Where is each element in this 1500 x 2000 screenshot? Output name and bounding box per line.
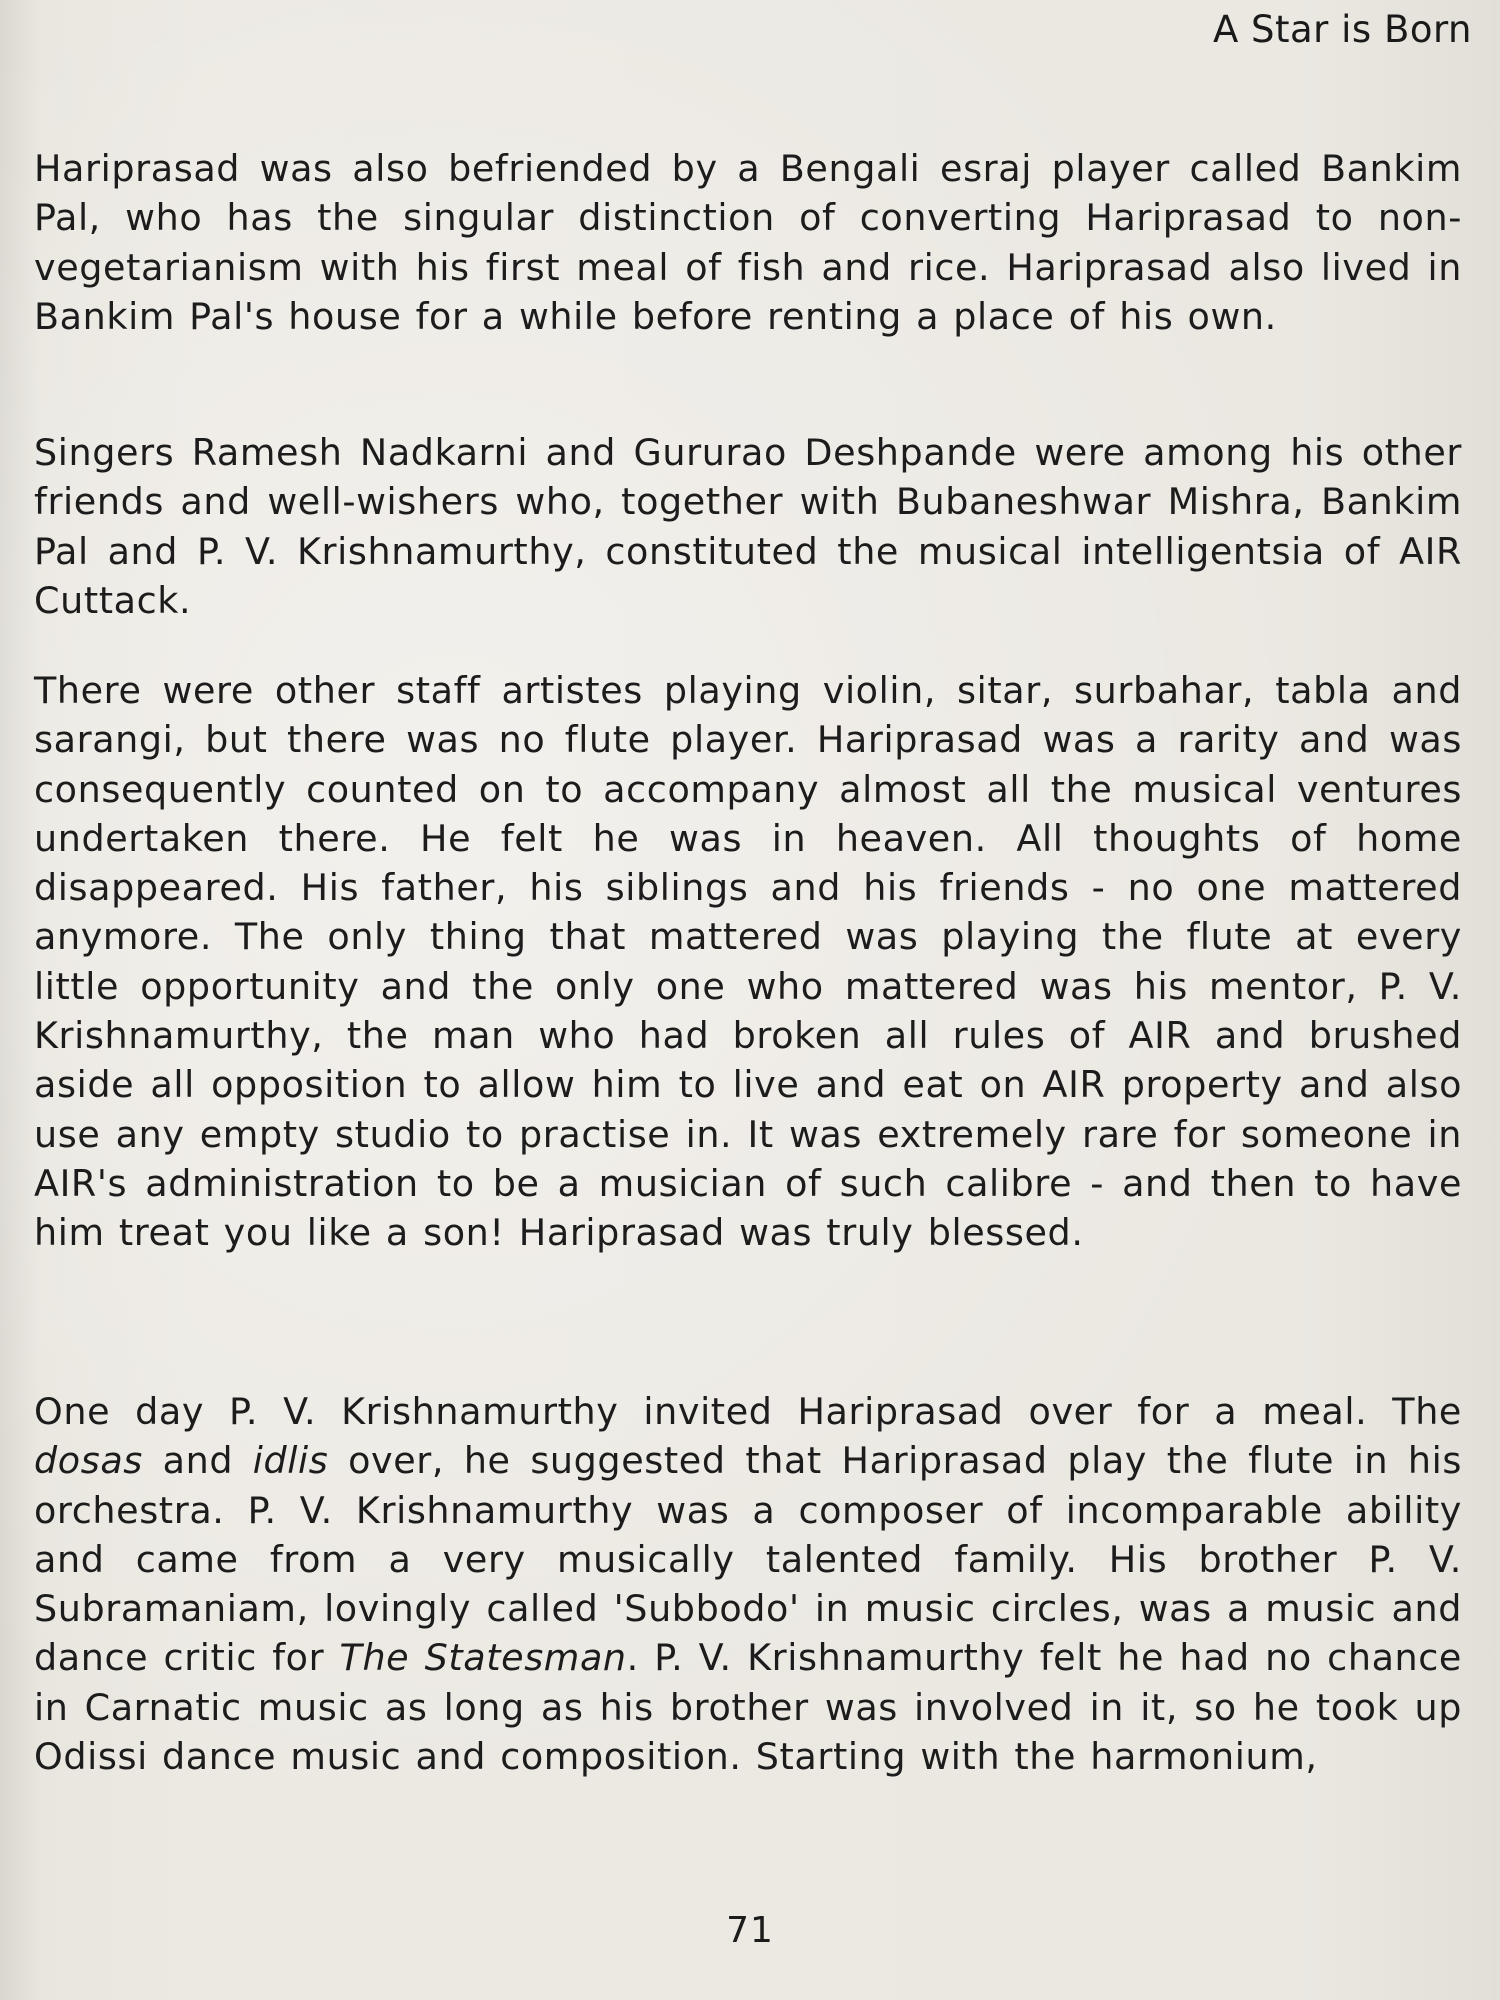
text-segment: One day P. V. Krishnamurthy invited Hariprasad over for a meal. The (34, 1390, 1462, 1433)
paragraph-3 (34, 666, 1462, 1258)
paragraph-text: Singers Ramesh Nadkarni and Gururao Deshpande were among his other friends and well-wishers who, together with Bubaneshwar Mishra, Bankim Pal and P. V. Krishnamurthy, constituted the musical intelligentsia of AIR Cuttack. (34, 431, 1462, 622)
italic-term-dosas: dosas (34, 1439, 143, 1483)
text-segment: over, he suggested that Hariprasad play the flute in his orchestra. P. V. Krishnamurthy was a composer of incomparable ability and came from a very musically talented family. His brother P. V. Subramaniam, lovingly called 'Subbodo' in music circles, was a music and dance critic for (34, 1439, 1462, 1680)
paragraph-1 (34, 144, 1462, 341)
paragraph-text: Hariprasad was also befriended by a Bengali esraj player called Bankim Pal, who has the singular distinction of converting Hariprasad to non-vegetarianism with his first meal of fish and rice. Hariprasad also lived in Bankim Pal's house for a while before renting a place of his own. (34, 147, 1462, 338)
running-head-title: A Star is Born (1212, 8, 1472, 51)
paragraph-text (34, 1387, 1462, 1781)
paragraph-2 (34, 428, 1462, 625)
text-segment: . P. V. Krishnamurthy felt he had no chance in Carnatic music as long as his brother was involved in it, so he took up Odissi dance music and composition. Starting with the harmonium, (34, 1636, 1462, 1779)
page-number: 71 (726, 1910, 774, 1951)
italic-title-the-statesman: The Statesman (339, 1636, 627, 1680)
italic-term-idlis: idlis (252, 1439, 329, 1483)
text-segment: and (142, 1439, 253, 1483)
paragraph-4 (34, 1387, 1462, 1781)
paragraph-text: There were other staff artistes playing violin, sitar, surbahar, tabla and sarangi, but there was no flute player. Hariprasad was a rarity and was consequently counted on to accompany almost all the musical ventures undertaken there. He felt he was in heaven. All thoughts of home disappeared. His father, his siblings and his friends - no one mattered anymore. The only thing that mattered was playing the flute at every little opportunity and the only one who mattered was his mentor, P. V. Krishnamurthy, the man who had broken all rules of AIR and brushed aside all opposition to allow him to live and eat on AIR property and also use any empty studio to practise in. It was extremely rare for someone in AIR's administration to be a musician of such calibre - and then to have him treat you like a son! Hariprasad was truly blessed. (34, 669, 1462, 1255)
